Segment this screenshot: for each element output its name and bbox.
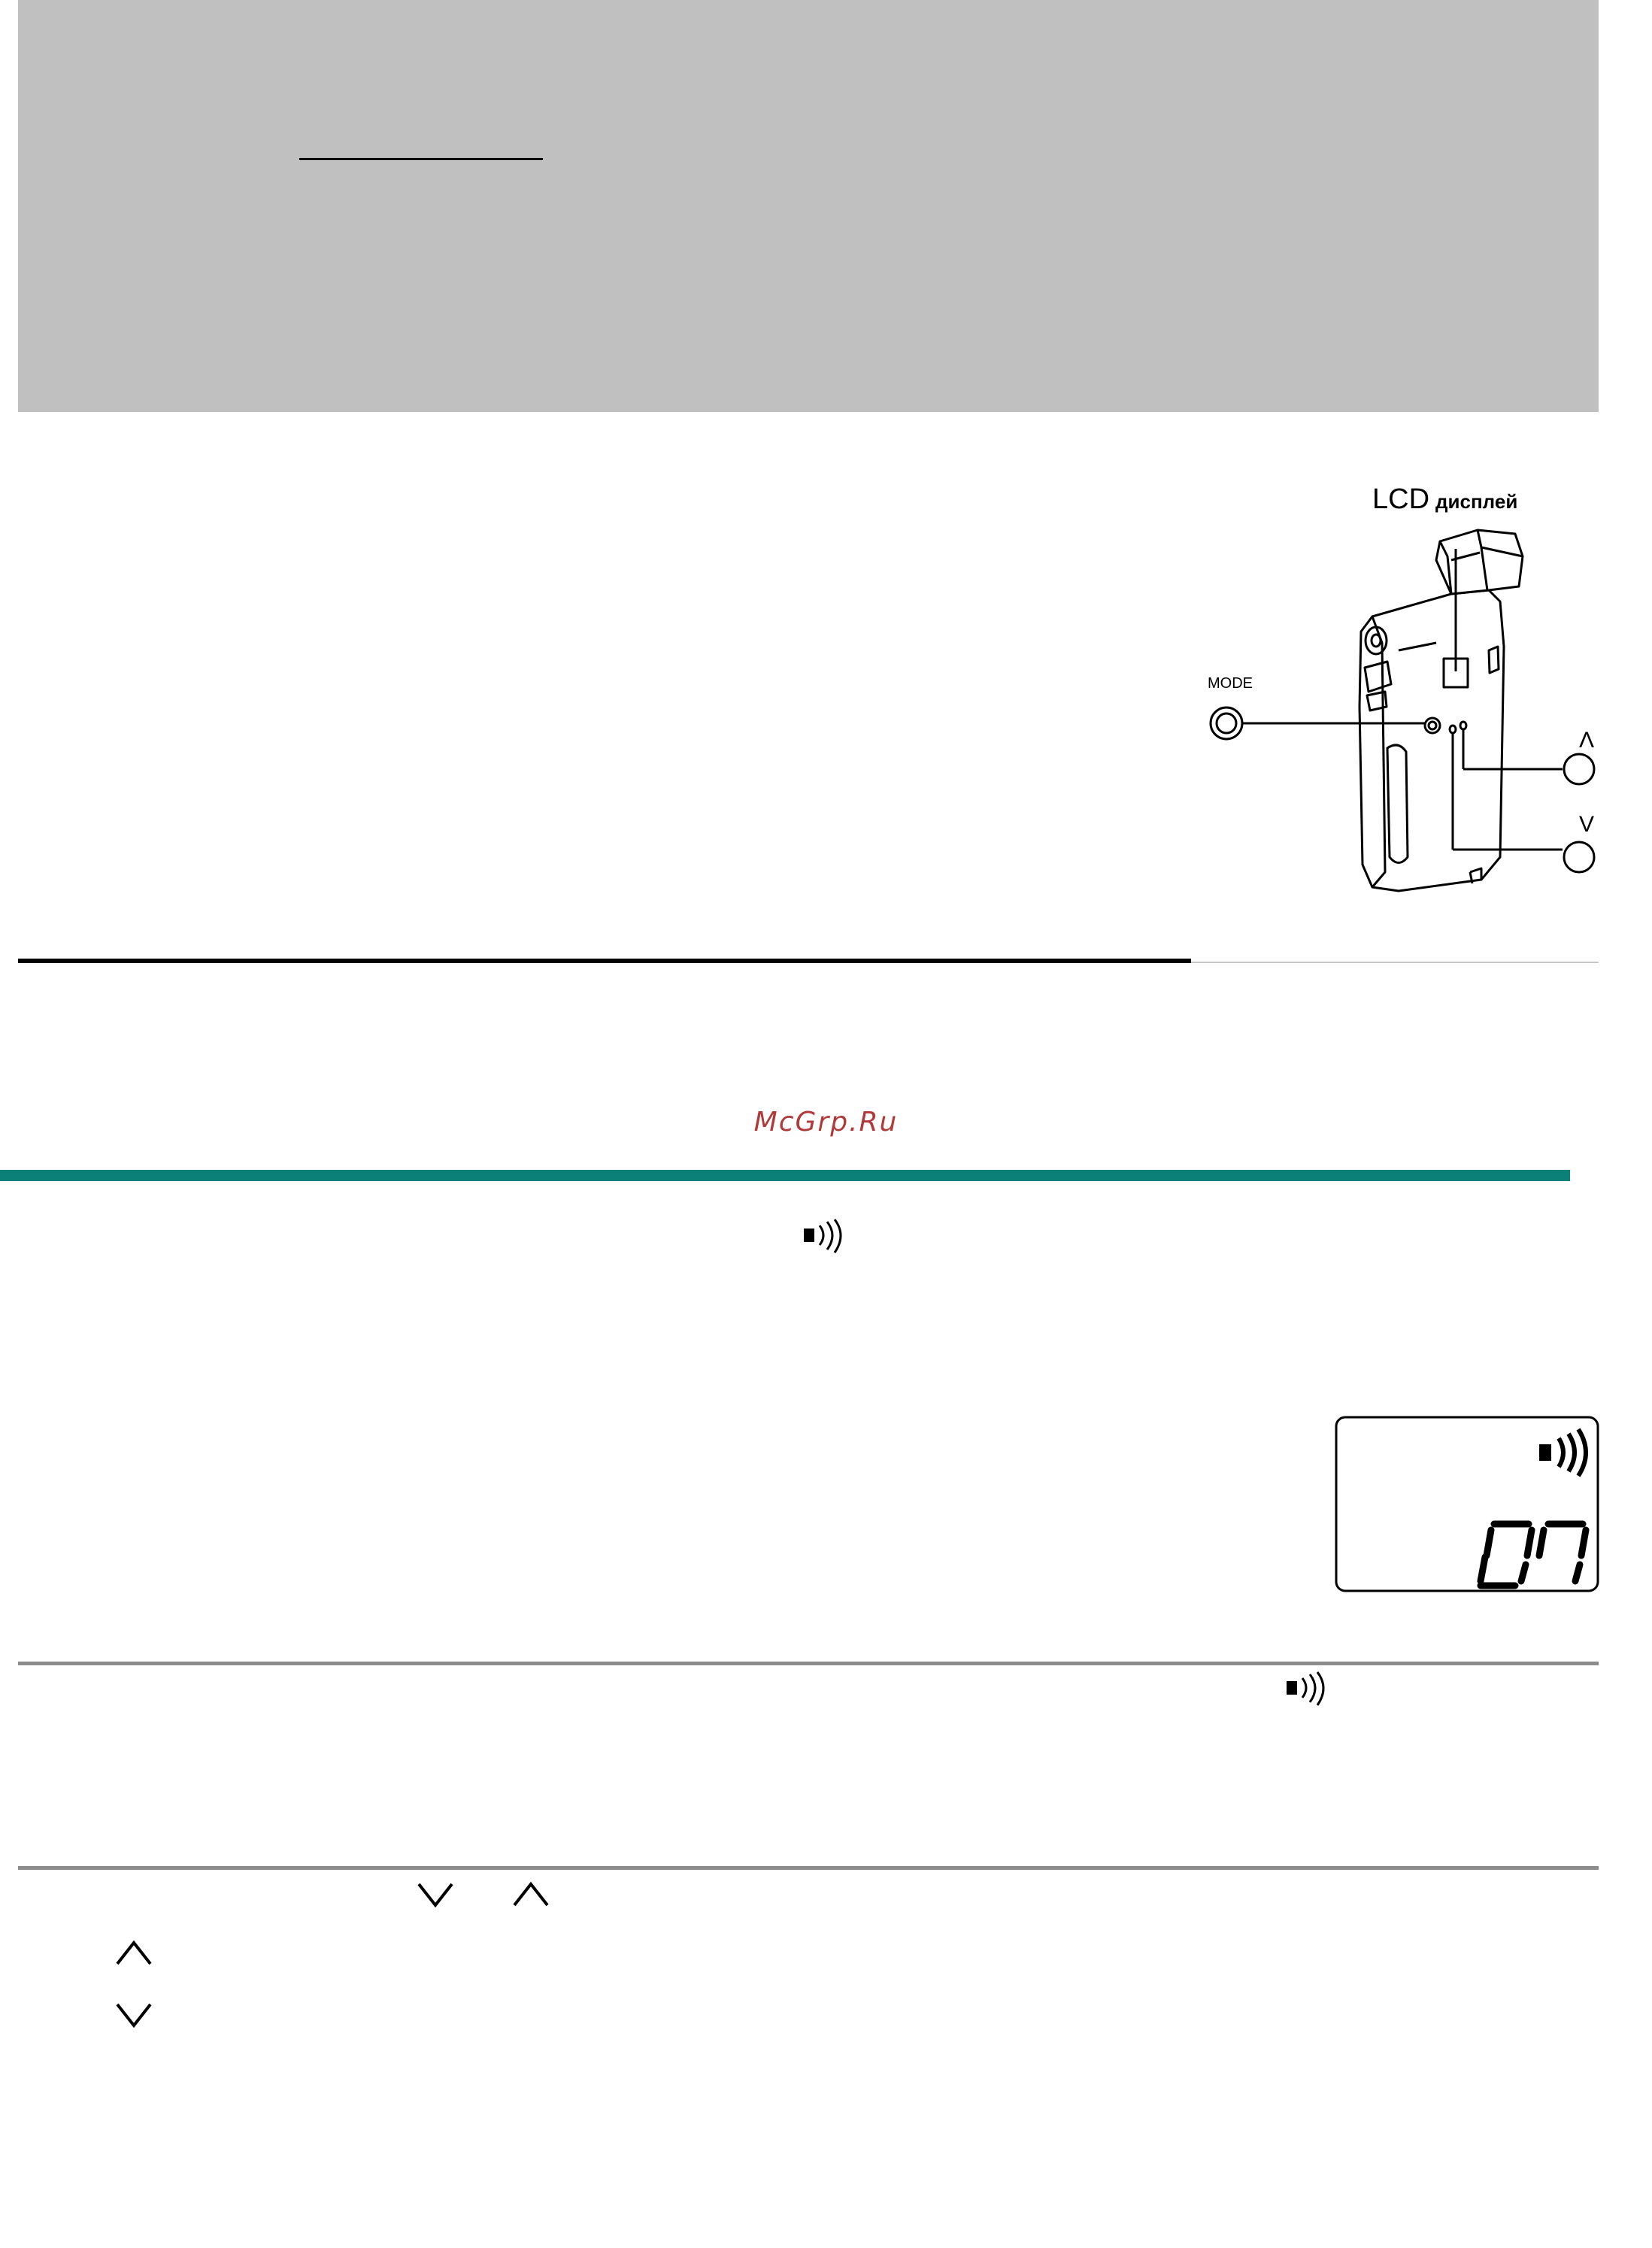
beep-speaker-icon (802, 1218, 854, 1256)
chevron-down-icon (416, 1880, 455, 1910)
chevron-down-icon (114, 2000, 153, 2030)
beep-speaker-icon (1284, 1671, 1337, 1708)
section-divider-thin (1191, 962, 1599, 963)
header-underline (299, 158, 543, 160)
teal-divider (0, 1170, 1570, 1181)
chevron-up-icon (114, 1938, 153, 1968)
lcd-beep-icon (1539, 1444, 1551, 1461)
lcd-screen-display (1335, 1416, 1599, 1592)
mode-button-label: MODE (1208, 675, 1253, 692)
watermark: McGrp.Ru (753, 1107, 899, 1138)
down-button-label: V (1579, 812, 1595, 837)
section-divider-gray (18, 1866, 1599, 1870)
up-button-label: Λ (1579, 728, 1595, 753)
chevron-up-icon (511, 1880, 550, 1910)
header-panel (18, 0, 1599, 412)
lcd-callout-label: LCD дисплей (1372, 483, 1518, 515)
section-divider (18, 959, 1191, 963)
section-divider-gray (18, 1662, 1599, 1665)
